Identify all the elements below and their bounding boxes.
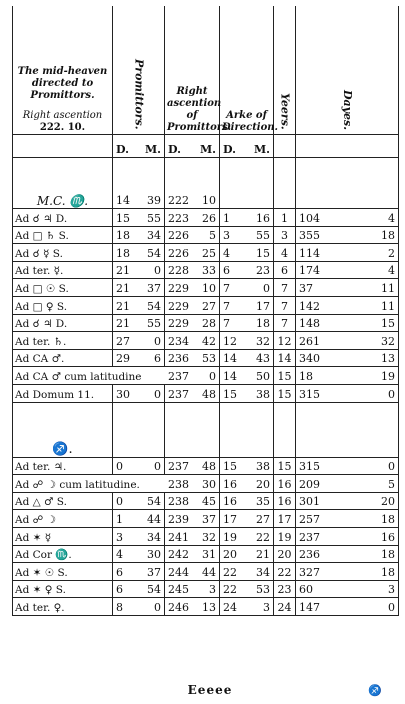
table-row: Ad Domum 11. 30 0 237 48 15 38 15 315 0 [13, 384, 399, 402]
col1-header [13, 6, 113, 135]
promittor-label: Ad △ ♂ S. [13, 492, 113, 510]
promittor-label: Ad ☍ ☽ [13, 510, 113, 528]
table-row: Ad ter. ♃. 0 0 237 48 15 38 15 315 0 [13, 457, 399, 475]
table-row: Ad ☌ ♃ D. 15 55 223 26 1 16 1 104 4 [13, 209, 399, 227]
promittor-label: Ad ☍ ☽ cum latitudine. [13, 475, 165, 493]
mc-label: M.C. ♏. [13, 158, 113, 209]
days-header: Dayes. [296, 6, 399, 135]
table-row: Ad ter. ♀. 8 0 246 13 24 3 24 147 0 [13, 598, 399, 616]
table-row: Ad ter. ☿. 21 0 228 33 6 23 6 174 4 [13, 261, 399, 279]
promittor-label: Ad Domum 11. [13, 384, 113, 402]
promittor-label: Ad ✶ ☉ S. [13, 563, 113, 581]
ra-header: Right ascention of Promittors. [165, 6, 220, 135]
promittor-label: Ad □ ☉ S. [13, 279, 113, 297]
promittor-label: Ad ✶ ☿ [13, 527, 113, 545]
table-row: Ad ✶ ☿ 3 34 241 32 19 22 19 237 16 [13, 527, 399, 545]
promittor-label: Ad ✶ ♀ S. [13, 580, 113, 598]
promittor-label: Ad CA ♂ cum latitudine [13, 367, 165, 385]
table-row: Ad □ ♀ S. 21 54 229 27 7 17 7 142 11 [13, 296, 399, 314]
table-row: Ad ☍ ☽ cum latitudine. 238 30 16 20 16 209 5 [13, 475, 399, 493]
table-row: Ad ✶ ☉ S. 6 37 244 44 22 34 22 327 18 [13, 563, 399, 581]
table-row: Ad ✶ ♀ S. 6 54 245 3 22 53 23 60 3 [13, 580, 399, 598]
promittor-label: Ad ☌ ♃ D. [13, 209, 113, 227]
signature-mark: Eeeee [187, 683, 233, 697]
years-header: Yeers. [274, 6, 296, 135]
catchword: ♐ [368, 684, 382, 697]
table-row: Ad ter. ♄. 27 0 234 42 12 32 12 261 32 [13, 332, 399, 350]
promittor-label: Ad ter. ☿. [13, 261, 113, 279]
table-row: Ad ☍ ☽ 1 44 239 37 17 27 17 257 18 [13, 510, 399, 528]
col1-title: The mid-heaven directed to Promittors. [17, 66, 108, 101]
promittor-label: Ad ☌ ♃ D. [13, 314, 113, 332]
promittor-label: Ad CA ♂. [13, 349, 113, 367]
header-row [13, 6, 399, 135]
directions-table [12, 6, 399, 616]
table-row: Ad △ ♂ S. 0 54 238 45 16 35 16 301 20 [13, 492, 399, 510]
table-row: Ad CA ♂. 29 6 236 53 14 43 14 340 13 [13, 349, 399, 367]
col1-subtitle: Right ascention [22, 110, 103, 121]
section-row [13, 402, 399, 457]
promittor-label: Ad □ ♄ S. [13, 226, 113, 244]
mc-row: M.C. ♏. 14 39 222 10 [13, 158, 399, 209]
promittor-label: Ad ter. ♀. [13, 598, 113, 616]
arc-header: Arke of Direction. [220, 6, 274, 135]
units-row: D. M. D. M. D. M. [13, 135, 399, 158]
promittor-label: Ad Cor ♏. [13, 545, 113, 563]
table-row: Ad CA ♂ cum latitudine 237 0 14 50 15 18 19 [13, 367, 399, 385]
promittor-label: Ad ter. ♃. [13, 457, 113, 475]
table-row: Ad ☌ ☿ S. 18 54 226 25 4 15 4 114 2 [13, 244, 399, 262]
promittor-label: Ad ter. ♄. [13, 332, 113, 350]
promittor-label: Ad ☌ ☿ S. [13, 244, 113, 262]
section-sign: ♐. [13, 402, 113, 457]
table-row: Ad □ ♄ S. 18 34 226 5 3 55 3 355 18 [13, 226, 399, 244]
table-row: Ad ☌ ♃ D. 21 55 229 28 7 18 7 148 15 [13, 314, 399, 332]
table-row: Ad □ ☉ S. 21 37 229 10 7 0 7 37 11 [13, 279, 399, 297]
promittor-label: Ad □ ♀ S. [13, 296, 113, 314]
promittors-header: Promittors. [113, 6, 165, 135]
col1-value: 222. 10. [39, 122, 86, 133]
table-row: Ad Cor ♏. 4 30 242 31 20 21 20 236 18 [13, 545, 399, 563]
